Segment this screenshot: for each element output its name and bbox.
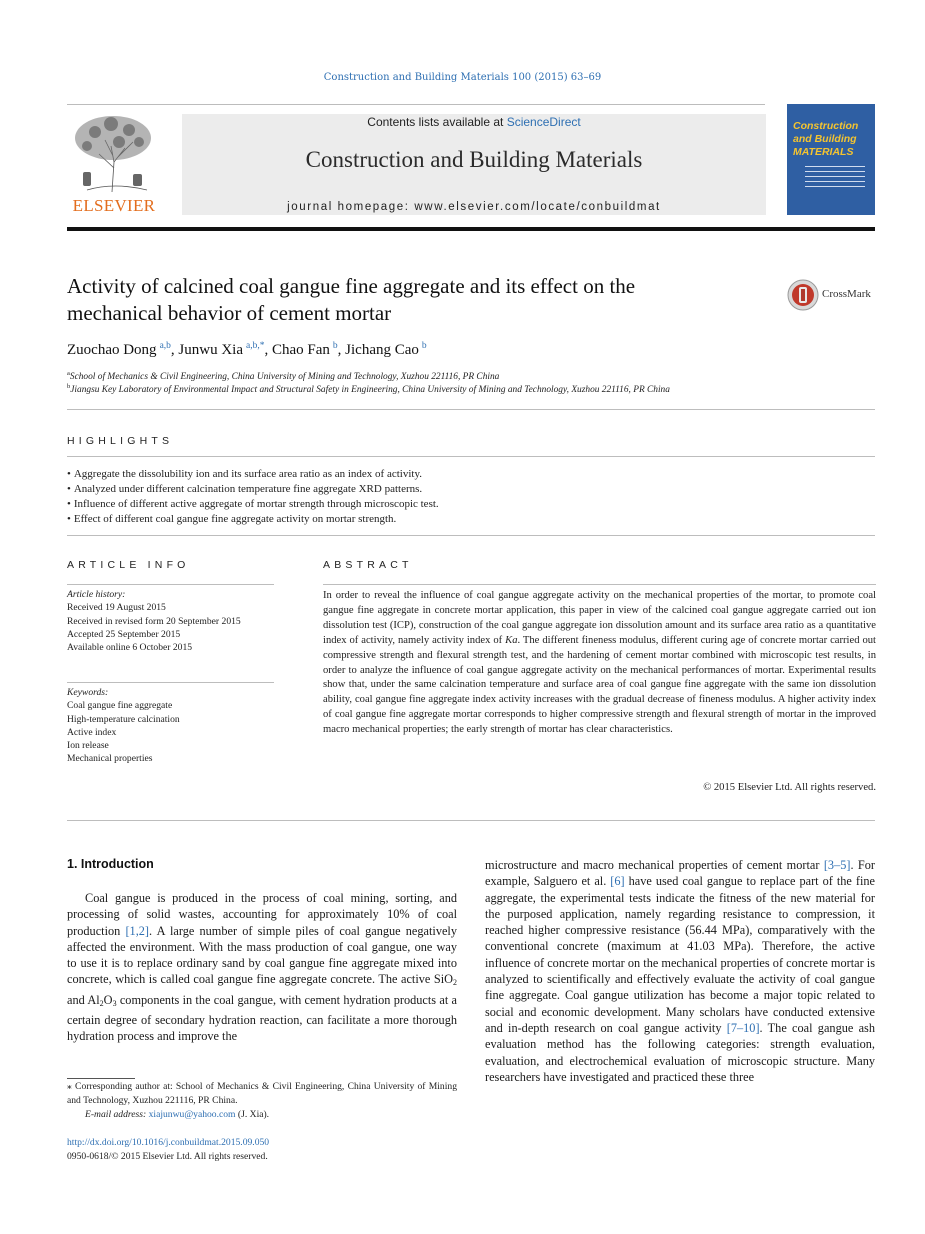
keywords-label: Keywords: <box>67 687 109 698</box>
revised-date: Received in revised form 20 September 2015 <box>67 615 241 627</box>
email-link[interactable]: xiajunwu@yahoo.com <box>148 1109 236 1120</box>
header-divider <box>67 104 765 105</box>
section-divider <box>67 409 875 410</box>
sciencedirect-link[interactable]: ScienceDirect <box>506 115 581 129</box>
journal-homepage-link[interactable]: journal homepage: www.elsevier.com/locate/conbuildmat <box>287 201 661 213</box>
highlight-item: • Influence of different active aggregate of mortar strength through microscopic test. <box>67 497 875 512</box>
footnote-divider <box>67 1078 135 1079</box>
abstract-text <box>323 589 876 738</box>
body-text: . The coal gangue ash evaluation method has the following categories: strength evaluation, evaluation, and electrochemical evaluation of microscopic structure. Many researchers have investigated and practiced these three <box>485 1020 875 1084</box>
body-text: and Al <box>67 992 100 1007</box>
keyword: Ion release <box>67 740 109 752</box>
body-text: have used coal gangue to replace part of the fine aggregate, the experimental tests indicate the fitness of the new material for the purposed application, namely regarding resistance to compression, it reached higher compressive resistance (56.44 MPa), comparatively with the conventional concrete (maximum at 41.03 MPa). Therefore, the active influence of concrete mortar on the mechanical properties of concrete mortar is analyzed to scientifically and effectively evaluate the activity of coal gangue fine aggregate. Coal gangue utilization has become a major topic related to social and economic development. Many scholars have conducted extensive and in-depth research on coal gangue activity <box>485 874 876 1035</box>
author-list: Zuochao Dong $^{a,b}$, Junwu Xia $^{a,b,*}$, Chao Fan $^b$, Jichang Cao $^b$ <box>67 341 427 358</box>
article-info-divider <box>67 584 274 585</box>
doi-block <box>67 1136 269 1164</box>
subscript: 2 <box>453 978 457 988</box>
subscript: 2 <box>99 998 104 1008</box>
citation-link[interactable]: [1,2] <box>125 923 150 938</box>
affiliation-mark: b <box>67 383 71 390</box>
abstract-divider <box>323 584 876 585</box>
cover-title: Construction and Building MATERIALS <box>793 120 859 158</box>
highlight-item: • Aggregate the dissolubility ion and its surface area ratio as an index of activity. <box>67 467 875 482</box>
highlights-divider <box>67 456 875 457</box>
journal-reference-link[interactable]: Construction and Building Materials 100 (2015) 63–69 <box>323 72 602 83</box>
corresponding-author-footnote <box>67 1080 457 1122</box>
body-column-left <box>67 890 457 1045</box>
keyword: Active index <box>67 726 117 738</box>
journal-title: Construction and Building Materials <box>305 147 643 172</box>
article-history <box>67 588 274 654</box>
header-thick-divider <box>67 227 875 231</box>
affiliation <box>67 370 499 382</box>
citation-link[interactable]: [6] <box>610 874 625 889</box>
journal-cover-image <box>787 104 875 215</box>
keyword: Coal gangue fine aggregate <box>67 700 173 712</box>
body-text: Coal gangue is produced in the process of coal mining, sorting, and processing of solid wastes, accounting for approximately 10% of coal production <box>67 891 457 938</box>
contents-prefix: Contents lists available at <box>367 115 507 129</box>
keywords-divider <box>67 682 274 683</box>
abstract-ka: Ka <box>505 634 518 646</box>
subscript: 3 <box>112 998 117 1008</box>
section-divider <box>67 535 875 536</box>
article-history-label: Article history: <box>67 589 126 600</box>
crossmark-label: CrossMark <box>822 288 871 300</box>
keywords-block <box>67 686 274 766</box>
author-affiliation-mark[interactable]: b <box>332 341 338 351</box>
abstract-part: . The different fineness modulus, different curing age of concrete mortar carried out compressive strength and flexural strength test, and the hardening of cement mortar combined with microscopic test results, in order to analyze the influence of coal gangue aggregate activity on the mechanical performances of mortar. Experimental results show that, under the same calcination temperature and surface area of coal gangue fine aggregate with the same ion dissolution ability, coal gangue fine aggregate index activity increases with the gradual decrease of fineness modulus. A higher activity index of coal gangue fine aggregate mortar corresponds to higher compressive strength and flexural strength of mortar in the improved macro mechanical properties; the early strength of mortar has clear characteristics. <box>323 634 876 736</box>
body-text: components in the coal gangue, with cement hydration products at a certain degree of secondary hydration reaction, can facilitate a more thorough hydration process and improve the <box>67 992 457 1044</box>
article-title: Activity of calcined coal gangue fine aggregate and its effect on the mechanical behavior of cement mortar <box>67 274 636 325</box>
intro-continuation <box>485 857 875 1085</box>
doi-link[interactable]: http://dx.doi.org/10.1016/j.conbuildmat.2015.09.050 <box>67 1137 270 1148</box>
author-name: Junwu Xia <box>178 342 243 358</box>
email-suffix: (J. Xia). <box>235 1109 270 1120</box>
abstract-heading: ABSTRACT <box>323 559 413 571</box>
citation-link[interactable]: [7–10] <box>726 1020 760 1035</box>
author-affiliation-mark[interactable]: a,b <box>159 341 171 351</box>
elsevier-wordmark: ELSEVIER <box>72 196 156 215</box>
issn-line: 0950-0618/© 2015 Elsevier Ltd. All rights reserved. <box>67 1151 268 1162</box>
affiliation <box>67 383 670 395</box>
body-text: . A large number of simple piles of coal gangue negatively affected the environment. With the mass production of coal gangue, one way to use it is to replace ordinary sand by coal gangue fine aggregate mixed into concrete, which is called coal gangue fine aggregate concrete. The active SiO <box>67 923 457 987</box>
highlight-item: • Effect of different coal gangue fine aggregate activity on mortar strength. <box>67 512 875 527</box>
affiliation-text: School of Mechanics & Civil Engineering, China University of Mining and Technology, Xuzhou 221116, PR China <box>69 372 500 382</box>
author-affiliation-mark[interactable]: a,b,* <box>246 341 265 351</box>
intro-paragraph <box>67 890 457 1045</box>
author-affiliation-mark[interactable]: b <box>421 341 427 351</box>
abstract-copyright: © 2015 Elsevier Ltd. All rights reserved. <box>703 782 876 793</box>
author-name: Jichang Cao <box>345 342 419 358</box>
highlights-heading: HIGHLIGHTS <box>67 435 174 447</box>
crossmark-icon <box>787 279 819 311</box>
footnote-email-line <box>67 1108 457 1122</box>
contents-line <box>182 115 766 129</box>
article-info-heading: ARTICLE INFO <box>67 559 190 571</box>
keyword: Mechanical properties <box>67 753 153 765</box>
affiliation-text: Jiangsu Key Laboratory of Environmental Impact and Structural Safety in Engineering, China University of Mining and Technology, Xuzhou 221116, PR China <box>70 385 670 395</box>
body-text: microstructure and macro mechanical properties of cement mortar <box>485 858 824 872</box>
elsevier-tree-icon <box>67 112 161 196</box>
section-divider <box>67 820 875 821</box>
affiliation-mark: a <box>67 370 70 377</box>
received-date: Received 19 August 2015 <box>67 602 166 614</box>
journal-banner <box>182 114 766 215</box>
highlights-list <box>67 467 875 527</box>
crossmark-badge[interactable] <box>787 279 879 311</box>
abstract-part: In order to reveal the influence of coal gangue aggregate activity on the mechanical properties of the mortar, to promote coal gangue fine aggregate in concrete mortar application, this paper in view of the calcined coal gangue aggregate carried out ion dissolution test (ICP), construction of the coal gangue aggregate ion dissolution amount and its surface area ratio as a quantitative index of activity, namely activity index of <box>323 590 876 646</box>
author-name: Chao Fan <box>271 342 330 358</box>
citation-link[interactable]: [3–5] <box>823 858 851 872</box>
body-text: O <box>103 992 113 1007</box>
elsevier-logo <box>67 112 161 216</box>
keyword: High-temperature calcination <box>67 713 180 725</box>
body-text: . For example, Salguero et al. <box>485 858 875 889</box>
section-heading-introduction: 1. Introduction <box>67 857 154 871</box>
body-column-right <box>485 857 875 1085</box>
email-label: E-mail address: <box>85 1109 149 1120</box>
footnote-corresponding: ⁎ Corresponding author at: School of Mechanics & Civil Engineering, China University of Mining and Technology, Xuzhou 221116, PR China. <box>67 1081 457 1106</box>
accepted-date: Accepted 25 September 2015 <box>67 628 181 640</box>
author-name: Zuochao Dong <box>67 342 157 358</box>
online-date: Available online 6 October 2015 <box>67 642 193 654</box>
highlight-item: • Analyzed under different calcination temperature fine aggregate XRD patterns. <box>67 482 875 497</box>
